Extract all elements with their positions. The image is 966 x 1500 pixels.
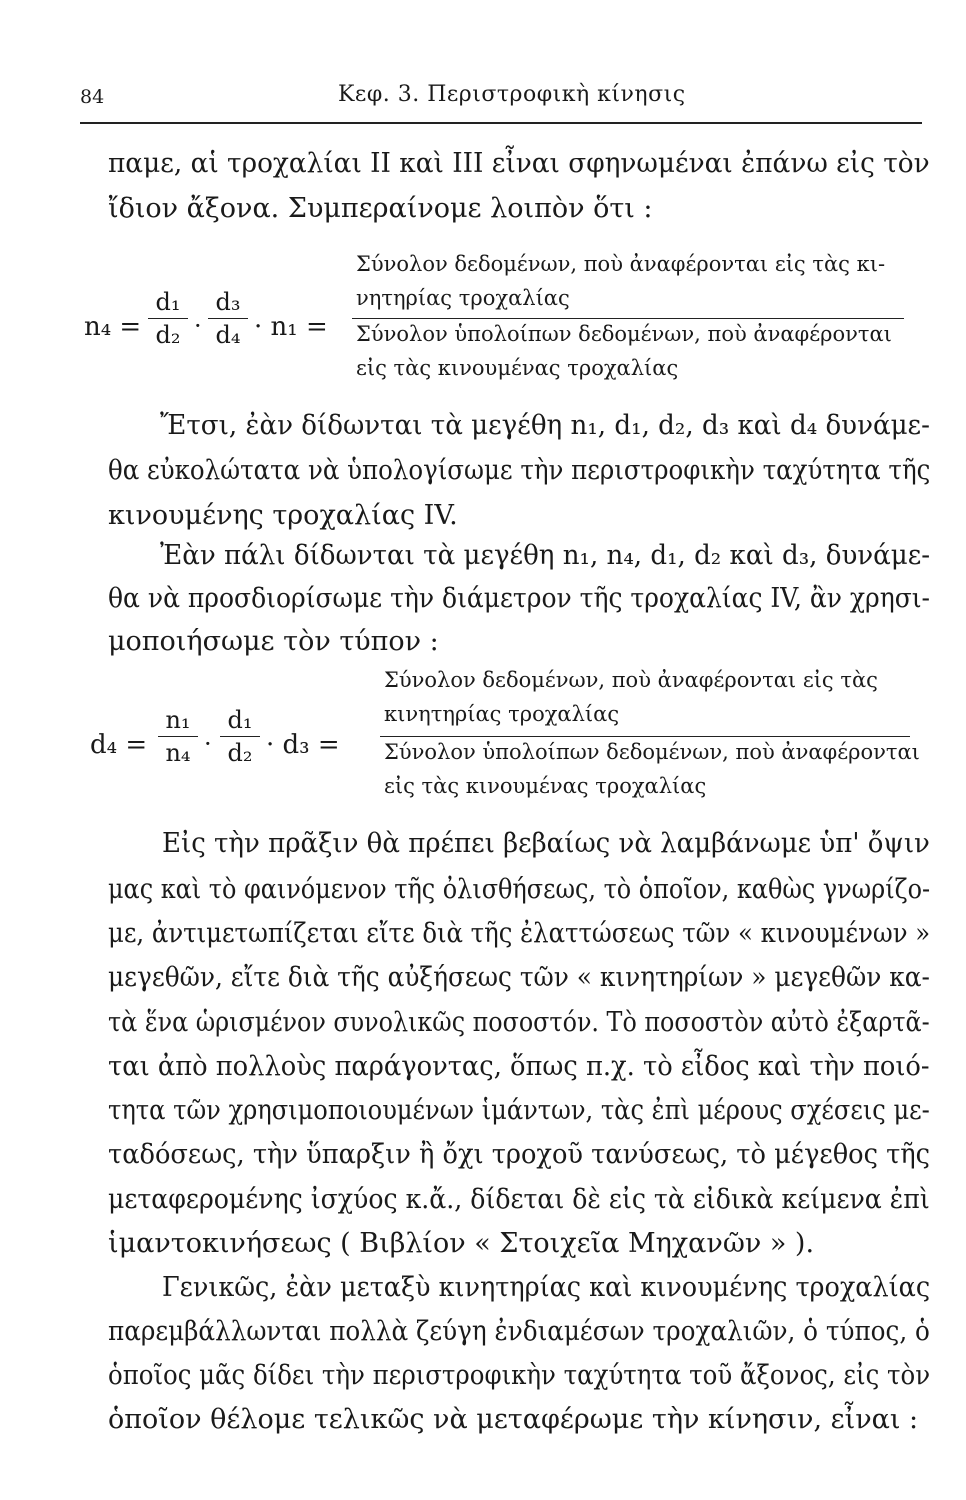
fraction-denominator: d₂ bbox=[227, 739, 253, 767]
fraction-denominator: d₄ bbox=[215, 321, 241, 349]
fraction-numerator: d₃ bbox=[215, 288, 241, 316]
text-line: κινουμένης τροχαλίας IV. bbox=[108, 500, 458, 531]
fraction-bar bbox=[158, 736, 198, 737]
running-title: Κεφ. 3. Περιστροφικὴ κίνησις bbox=[338, 82, 686, 107]
rhs-numerator-line: κινητηρίας τροχαλίας bbox=[384, 702, 620, 726]
text-line: μοποιήσωμε τὸν τύπον : bbox=[108, 626, 439, 657]
fraction-numerator: d₁ bbox=[155, 288, 181, 316]
rhs-numerator-line: Σύνολον δεδομένων, ποὺ ἀναφέρονται εἰς τὰς κι- bbox=[356, 252, 886, 276]
rhs-fraction-bar bbox=[352, 318, 904, 319]
text-line: μεγεθῶν, εἴτε διὰ τῆς αὐξήσεως τῶν « κινητηρίων » μεγεθῶν κα- bbox=[108, 962, 930, 993]
text-line: τὰ ἕνα ὡρισμένον συνολικῶς ποσοστόν. Τὸ ποσοστὸν αὐτὸ ἐξαρτᾶ- bbox=[108, 1007, 930, 1038]
fraction bbox=[148, 288, 188, 349]
text-line: θα νὰ προσδιορίσωμε τὴν διάμετρον τῆς τροχαλίας IV, ἂν χρησι- bbox=[108, 583, 931, 614]
fraction-numerator: d₁ bbox=[227, 706, 253, 734]
text-line: Ἐὰν πάλι δίδωνται τὰ μεγέθη n₁, n₄, d₁, d₂ καὶ d₃, δυνάμε- bbox=[160, 540, 931, 571]
fraction-numerator: n₁ bbox=[165, 706, 191, 734]
fraction-denominator: n₄ bbox=[165, 739, 191, 767]
rhs-denominator-line: Σύνολον ὑπολοίπων δεδομένων, ποὺ ἀναφέρονται bbox=[384, 740, 920, 764]
text-line: ται ἀπὸ πολλοὺς παράγοντας, ὅπως π.χ. τὸ εἶδος καὶ τὴν ποιό- bbox=[108, 1051, 930, 1082]
rhs-denominator-line: Σύνολον ὑπολοίπων δεδομένων, ποὺ ἀναφέρονται bbox=[356, 322, 892, 346]
fraction bbox=[220, 706, 260, 767]
text-line: ἱμαντοκινήσεως ( Βιβλίον « Στοιχεῖα Μηχανῶν » ). bbox=[108, 1228, 815, 1259]
fraction-denominator: d₂ bbox=[155, 321, 181, 349]
equation-mid: · d₃ = bbox=[266, 730, 340, 760]
equation-lhs: d₄ = bbox=[90, 730, 148, 760]
fraction-bar bbox=[208, 318, 248, 319]
text-line: Ἔτσι, ἐὰν δίδωνται τὰ μεγέθη n₁, d₁, d₂, d₃ καὶ d₄ δυνάμε- bbox=[160, 410, 930, 441]
book-page: 84 Κεφ. 3. Περιστροφικὴ κίνησις παμε, αἱ τροχαλίαι II καὶ III εἶναι σφηνωμέναι ἐπάνω εἰς τὸν ἴδιον ἄξονα. Συμπεραίνομε λοιπὸν ὅτι : n₄ = d₁ d₂ · d₃ d₄ · n₁ = Σύνολον δεδομένων, ποὺ ἀναφέρονται εἰς τὰς κι- νητηρίας τροχαλίας Σύνολον ὑπολοίπων δεδομένων, ποὺ ἀναφέρονται εἰς τὰς κινουμένας τροχαλίας Ἔτσι, ἐὰν δίδωνται τὰ μεγέθη n₁, d₁, d₂, d₃ καὶ d₄ δυνάμε- θα εὐκολώτατα νὰ ὑπολογίσωμε τὴν περιστροφικὴν ταχύτητα τῆς κινουμένης τροχαλίας IV. Ἐὰν πάλι δίδωνται τὰ μεγέθη n₁, n₄, d₁, d₂ καὶ d₃, δυνάμε- θα νὰ προσδιορίσωμε τὴν διάμετρον τῆς τροχαλίας IV, ἂν χρησι- μοποιήσωμε τὸν τύπον : d₄ = n₁ n₄ · d₁ d₂ · d₃ = Σύνολον δεδομένων, ποὺ ἀναφέρονται εἰς τὰς κινητηρίας τροχαλίας Σύνολον ὑπολοίπων δεδομένων, ποὺ ἀναφέρονται εἰς τὰς κινουμένας τροχαλίας Εἰς τὴν πρᾶξιν θὰ πρέπει βεβαίως νὰ λαμβάνωμε ὑπ' ὄψιν μας καὶ τὸ φαινόμενον τῆς ὀλισθήσεως, τὸ ὁποῖον, καθὼς γνωρίζο- με, ἀντιμετωπίζεται εἴτε διὰ τῆς ἐλαττώσεως τῶν « κινουμένων » μεγεθῶν, εἴτε διὰ τῆς αὐξήσεως τῶν « κινητηρίων » μεγεθῶν κα- τὰ ἕνα ὡρισμένον συνολικῶς ποσοστόν. Τὸ ποσοστὸν αὐτὸ ἐξαρτᾶ- ται ἀπὸ πολλοὺς παράγοντας, ὅπως π.χ. τὸ εἶδος καὶ τὴν ποιό- τητα τῶν χρησιμοποιουμένων ἱμάντων, τὰς ἐπὶ μέρους σχέσεις με- ταδόσεως, τὴν ὕπαρξιν ἢ ὄχι τροχοῦ τανύσεως, τὸ μέγεθος τῆς μεταφερομένης ἰσχύος κ.ἄ., δίδεται δὲ εἰς τὰ εἰδικὰ κείμενα ἐπὶ ἱμαντοκινήσεως ( Βιβλίον « Στοιχεῖα Μηχανῶν » ). Γενικῶς, ἐὰν μεταξὺ κινητηρίας καὶ κινουμένης τροχαλίας παρεμβάλλωνται πολλὰ ζεύγη ἐνδιαμέσων τροχαλιῶν, ὁ τύπος, ὁ ὁποῖος μᾶς δίδει τὴν περιστροφικὴν ταχύτητα τοῦ ἄξονος, εἰς τὸν ὁποῖον θέλομε τελικῶς νὰ μεταφέρωμε τὴν κίνησιν, εἶναι : bbox=[80, 82, 931, 1435]
text-line: ταδόσεως, τὴν ὕπαρξιν ἢ ὄχι τροχοῦ τανύσεως, τὸ μέγεθος τῆς bbox=[108, 1139, 931, 1170]
text-line: ἴδιον ἄξονα. Συμπεραίνομε λοιπὸν ὅτι : bbox=[108, 193, 653, 224]
text-line: θα εὐκολώτατα νὰ ὑπολογίσωμε τὴν περιστροφικὴν ταχύτητα τῆς bbox=[108, 455, 931, 486]
text-line: με, ἀντιμετωπίζεται εἴτε διὰ τῆς ἐλαττώσεως τῶν « κινουμένων » bbox=[108, 918, 931, 949]
text-line: Γενικῶς, ἐὰν μεταξὺ κινητηρίας καὶ κινουμένης τροχαλίας bbox=[162, 1272, 931, 1303]
rhs-denominator-line: εἰς τὰς κινουμένας τροχαλίας bbox=[356, 356, 679, 380]
text-line: μεταφερομένης ἰσχύος κ.ἄ., δίδεται δὲ εἰς τὰ εἰδικὰ κείμενα ἐπὶ bbox=[108, 1184, 930, 1215]
text-line: τητα τῶν χρησιμοποιουμένων ἱμάντων, τὰς ἐπὶ μέρους σχέσεις με- bbox=[108, 1095, 930, 1126]
text-line: παρεμβάλλωνται πολλὰ ζεύγη ἐνδιαμέσων τροχαλιῶν, ὁ τύπος, ὁ bbox=[108, 1316, 930, 1347]
equation-lhs: n₄ = bbox=[84, 312, 142, 342]
page-header bbox=[80, 82, 922, 118]
equation-mid: · n₁ = bbox=[254, 312, 328, 342]
text-line: Εἰς τὴν πρᾶξιν θὰ πρέπει βεβαίως νὰ λαμβάνωμε ὑπ' ὄψιν bbox=[162, 828, 930, 859]
text-line: ὁποῖον θέλομε τελικῶς νὰ μεταφέρωμε τὴν κίνησιν, εἶναι : bbox=[108, 1404, 919, 1435]
fraction bbox=[208, 288, 248, 349]
header-rule bbox=[80, 122, 922, 124]
rhs-denominator-line: εἰς τὰς κινουμένας τροχαλίας bbox=[384, 774, 707, 798]
rhs-fraction-bar bbox=[380, 736, 910, 737]
rhs-numerator-line: νητηρίας τροχαλίας bbox=[356, 286, 570, 310]
fraction bbox=[158, 706, 198, 767]
text-line: μας καὶ τὸ φαινόμενον τῆς ὀλισθήσεως, τὸ ὁποῖον, καθὼς γνωρίζο- bbox=[108, 874, 931, 905]
text-line: ὁποῖος μᾶς δίδει τὴν περιστροφικὴν ταχύτητα τοῦ ἄξονος, εἰς τὸν bbox=[108, 1360, 931, 1391]
rhs-numerator-line: Σύνολον δεδομένων, ποὺ ἀναφέρονται εἰς τὰς bbox=[384, 668, 878, 692]
fraction-bar bbox=[148, 318, 188, 319]
page-number: 84 bbox=[80, 86, 105, 108]
text-line: παμε, αἱ τροχαλίαι II καὶ III εἶναι σφηνωμέναι ἐπάνω εἰς τὸν bbox=[108, 148, 930, 179]
fraction-bar bbox=[220, 736, 260, 737]
